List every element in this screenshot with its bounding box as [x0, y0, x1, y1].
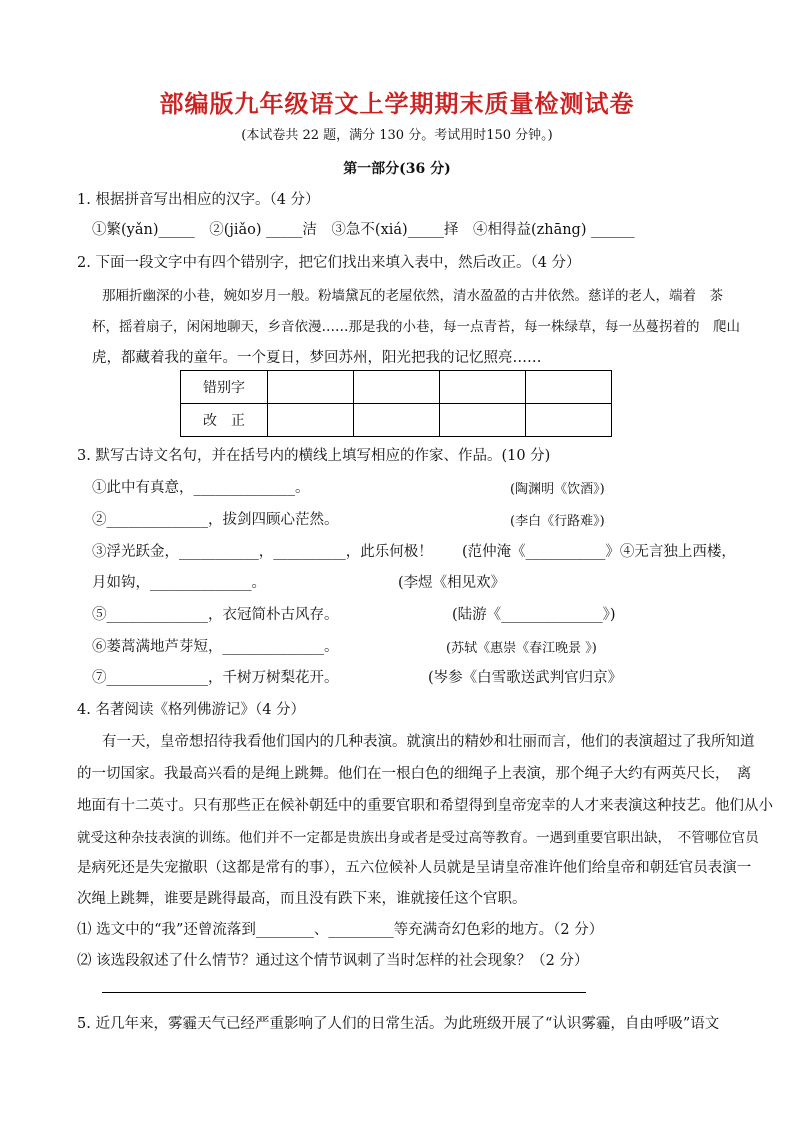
answer-cell[interactable] [268, 371, 354, 404]
poem-source: (李煜《相见欢》 [398, 575, 506, 591]
question-2-passage-line: 虎，都藏着我的童年。一个夏日，梦回苏州，阳光把我的记忆照亮…… [92, 350, 542, 366]
question-1-stem: 1. 根据拼音写出相应的汉字。（4 分） [77, 192, 320, 208]
question-4-passage-line: 就受这种杂技表演的训练。他们并不一定都是贵族出身或者是受过高等教育。一遇到重要官职出缺， 不管哪位官员 [77, 830, 759, 846]
poem-line: 月如钩，______________。 [92, 575, 266, 591]
answer-cell[interactable] [526, 371, 612, 404]
table-row-label: 改 正 [181, 404, 268, 437]
question-4-stem: 4. 名著阅读《格列佛游记》（4 分） [77, 702, 306, 718]
question-4-passage-line: 的一切国家。我最高兴看的是绳上跳舞。他们在一根白色的细绳子上表演，那个绳子大约有两英尺长， 离 [77, 766, 752, 782]
answer-line[interactable] [102, 992, 586, 993]
answer-cell[interactable] [354, 371, 440, 404]
question-2-passage-line: 那厢折幽深的小巷，婉如岁月一般。粉墙黛瓦的老屋依然，清水盈盈的古井依然。慈详的老人，端着 茶 [102, 288, 723, 304]
question-5-stem: 5. 近几年来，雾霾天气已经严重影响了人们的日常生活。为此班级开展了“认识雾霾，自由呼吸”语文 [77, 1016, 720, 1032]
correction-table [180, 370, 612, 437]
poem-line: ⑦______________，千树万树梨花开。 [92, 670, 339, 686]
poem-line: ①此中有真意，______________。 [92, 480, 310, 496]
table-row [181, 371, 612, 404]
question-4-passage-line: 有一天，皇帝想招待我看他们国内的几种表演。就演出的精妙和壮丽而言，他们的表演超过了我所知道 [102, 734, 755, 750]
question-4-sub-1: ⑴ 选文中的“我”还曾流落到________、_________等充满奇幻色彩的地方。（2 分） [77, 922, 604, 938]
poem-source: (陶渊明《饮酒》) [510, 482, 605, 497]
answer-cell[interactable] [268, 404, 354, 437]
poem-line: ⑤______________，衣冠简朴古风存。 [92, 607, 339, 623]
table-row [181, 404, 612, 437]
poem-source: (陆游《______________》) [452, 607, 616, 623]
poem-line: ⑥蒌蒿满地芦芽短，______________。 [92, 639, 339, 655]
question-1-items: ①繁(yǎn)_____ ②(jiǎo) _____洁 ③急不(xiá)_____择 ④相得益(zhāng) ______ [92, 222, 635, 238]
poem-line: ②______________，拔剑四顾心茫然。 [92, 512, 339, 528]
answer-cell[interactable] [526, 404, 612, 437]
answer-cell[interactable] [354, 404, 440, 437]
poem-source: (苏轼《惠崇《春江晚景 》) [446, 641, 597, 656]
poem-source: (范仲淹《___________》④无言独上西楼， [462, 544, 736, 560]
question-4-passage-line: 地面有十二英寸。只有那些正在候补朝廷中的重要官职和希望得到皇帝宠幸的人才来表演这种技艺。他们从小 [77, 798, 773, 814]
question-4-passage-line: 次绳上跳舞，谁要是跳得最高，而且没有跌下来，谁就接任这个官职。 [77, 891, 527, 907]
question-2-stem: 2. 下面一段文字中有四个错别字，把它们找出来填入表中，然后改正。（4 分） [77, 255, 581, 271]
poem-source: (岑参《白雪歌送武判官归京》 [428, 670, 623, 686]
question-2-passage-line: 杯，摇着扇子，闲闲地聊天，乡音依漫……那是我的小巷，每一点青苔，每一株绿草，每一丛蔓拐着的 爬山 [92, 319, 740, 335]
question-4-sub-2: ⑵ 该选段叙述了什么情节？通过这个情节讽刺了当时怎样的社会现象？（2 分） [77, 953, 589, 969]
part-heading: 第一部分(36 分) [343, 161, 451, 177]
answer-cell[interactable] [440, 371, 526, 404]
question-4-passage-line: 是病死还是失宠撤职（这都是常有的事），五六位候补人员就是呈请皇帝准许他们给皇帝和朝廷官员表演一 [77, 860, 752, 876]
page-title: 部编版九年级语文上学期期末质量检测试卷 [159, 89, 635, 118]
poem-source: (李白《行路难》) [510, 514, 605, 529]
table-row-label: 错别字 [181, 371, 268, 404]
exam-info: (本试卷共 22 题，满分 130 分。考试用时150 分钟。) [241, 128, 553, 143]
poem-line: ③浮光跃金，___________，__________，此乐何极！ [92, 544, 433, 560]
answer-cell[interactable] [440, 404, 526, 437]
question-3-stem: 3. 默写古诗文名句，并在括号内的横线上填写相应的作家、作品。(10 分) [77, 448, 551, 464]
